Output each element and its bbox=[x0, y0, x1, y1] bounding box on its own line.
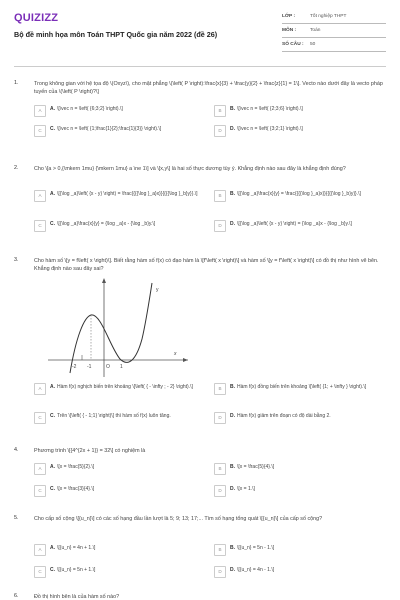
meta-value: Toán bbox=[310, 28, 321, 33]
option-label: A. bbox=[50, 384, 55, 390]
option-content bbox=[230, 413, 388, 421]
header-divider bbox=[14, 66, 386, 67]
option-text: \[\vec n = \left( {3;2;1} \right).\] bbox=[237, 126, 303, 132]
question-2 bbox=[14, 165, 386, 245]
option-text: \[\vec n = \left( {6;3;2} \right).\] bbox=[57, 106, 123, 112]
option-content bbox=[230, 464, 388, 472]
x-axis-label: x bbox=[174, 351, 177, 357]
meta-value: Tốt nghiệp THPT bbox=[310, 14, 347, 19]
question-text: Phương trình \[{4^{2x + 1}} = 32\] có nghiệm là bbox=[34, 448, 146, 454]
option-box[interactable]: A bbox=[34, 190, 46, 202]
question-number: 2. bbox=[14, 165, 19, 171]
option-content bbox=[230, 545, 388, 553]
option-text: \[{u_n} = 5n + 1.\] bbox=[57, 567, 96, 573]
option-box[interactable]: D bbox=[214, 220, 226, 232]
meta-label: LỚP : bbox=[282, 14, 296, 19]
option-label: D. bbox=[230, 126, 235, 132]
option-text: \[x = \frac{3}{4}.\] bbox=[57, 486, 95, 492]
option-content bbox=[230, 106, 388, 114]
option-box[interactable]: D bbox=[214, 485, 226, 497]
option-content bbox=[50, 486, 208, 494]
option-label: A. bbox=[50, 106, 55, 112]
option-content bbox=[50, 126, 208, 134]
option-label: A. bbox=[50, 464, 55, 470]
question-text: Cho cấp số cộng \[{u_n}\] có các số hạng đầu lần lượt là 5; 9; 13; 17;... Tìm số hạng tổng quát \[{u_n}\] của cấp số cộng? bbox=[34, 516, 323, 522]
question-number: 3. bbox=[14, 257, 19, 263]
document-title: Bộ đề minh họa môn Toán THPT Quốc gia năm 2022 (đề 26) bbox=[14, 30, 218, 39]
option-box[interactable]: C bbox=[34, 220, 46, 232]
option-content bbox=[50, 413, 208, 421]
option-label: C. bbox=[50, 413, 55, 419]
question-3 bbox=[14, 257, 386, 435]
quizizz-logo: QUIZIZZ bbox=[14, 12, 59, 24]
option-label: B. bbox=[230, 464, 235, 470]
option-box[interactable]: B bbox=[214, 105, 226, 117]
origin-label: O bbox=[106, 364, 110, 370]
option-text: \[\vec n = \left( {2;3;6} \right).\] bbox=[237, 106, 303, 112]
option-content bbox=[230, 126, 388, 134]
meta-label: SỐ CÂU : bbox=[282, 42, 304, 47]
option-label: C. bbox=[50, 221, 55, 227]
derivative-curve bbox=[70, 283, 152, 373]
option-content bbox=[230, 384, 388, 392]
option-label: B. bbox=[230, 384, 235, 390]
meta-value: 50 bbox=[310, 42, 316, 47]
option-text: \[\vec n = \left( {1;\frac{1}{2};\frac{1}{3}} \right).\] bbox=[57, 126, 162, 132]
option-label: D. bbox=[230, 567, 235, 573]
question-text: Trong không gian với hệ tọa độ \(Oxyz\), cho mặt phẳng \(\left( P \right):\frac{x}{3} + \frac{y}{2} + \frac{z}{1} = 1\]. Vecto nào dưới đây là vecto pháp tuyến của \(\left( P \right)?\] bbox=[34, 81, 383, 95]
option-box[interactable]: A bbox=[34, 383, 46, 395]
question-5 bbox=[14, 515, 386, 585]
option-content bbox=[50, 191, 208, 199]
option-text: \[{\log _a}\frac{x}{y} = {\log _a}x - {\log _b}y.\] bbox=[57, 221, 156, 227]
option-box[interactable]: B bbox=[214, 463, 226, 475]
meta-table bbox=[282, 10, 386, 52]
option-label: B. bbox=[230, 106, 235, 112]
option-content bbox=[230, 567, 388, 575]
question-text: Cho hàm số \[y = f\left( x \right)\]. Biết rằng hàm số f(x) có đạo hàm là \[f'\left( x \right)\] và hàm số \[y = f'\left( x \right)\] có đồ thị như hình vẽ bên. Khẳng định nào sau đây sai? bbox=[34, 258, 379, 272]
option-box[interactable]: B bbox=[214, 190, 226, 202]
option-text: \[x = \frac{5}{2}.\] bbox=[57, 464, 95, 470]
tick-label: -1 bbox=[87, 364, 92, 370]
tick-label: -2 bbox=[72, 364, 77, 370]
y-axis-arrow bbox=[102, 278, 106, 283]
y-axis-label: y bbox=[156, 287, 159, 293]
option-content bbox=[50, 567, 208, 575]
option-text: \[x = \frac{5}{4}.\] bbox=[237, 464, 275, 470]
option-text: \[{\log _a}\frac{x}{y} = \frac{{{{\log }_a}x}}{{{{\log }_b}y}}.\] bbox=[237, 191, 361, 197]
question-number: 6. bbox=[14, 593, 19, 599]
question-number: 5. bbox=[14, 515, 19, 521]
derivative-graph bbox=[46, 277, 196, 379]
question-text: Cho \[a > 0,{\mkern 1mu} {\mkern 1mu} a \ne 1\] và \[x,y\] là hai số thực dương tùy ý. Khẳng định nào sau đây là khẳng định đúng? bbox=[34, 166, 346, 172]
question-text: Đồ thị hình bên là của hàm số nào? bbox=[34, 594, 120, 600]
option-label: C. bbox=[50, 567, 55, 573]
option-box[interactable]: A bbox=[34, 544, 46, 556]
meta-row-count bbox=[282, 38, 386, 52]
question-1 bbox=[14, 80, 386, 150]
option-content bbox=[230, 191, 388, 199]
option-text: \[{u_n} = 4n - 1.\] bbox=[237, 567, 275, 573]
option-content bbox=[50, 384, 208, 392]
option-label: D. bbox=[230, 221, 235, 227]
option-box[interactable]: D bbox=[214, 125, 226, 137]
option-box[interactable]: C bbox=[34, 412, 46, 424]
option-text: Trên \[\left( { - 1;1} \right)\] thì hàm số f(x) luôn tăng. bbox=[57, 413, 171, 419]
x-axis-arrow bbox=[183, 358, 188, 362]
option-box[interactable]: B bbox=[214, 383, 226, 395]
option-box[interactable]: D bbox=[214, 566, 226, 578]
option-label: D. bbox=[230, 486, 235, 492]
option-label: A. bbox=[50, 191, 55, 197]
option-label: C. bbox=[50, 126, 55, 132]
option-label: D. bbox=[230, 413, 235, 419]
option-content bbox=[50, 545, 208, 553]
option-text: Hàm f(x) nghịch biến trên khoảng \[\left( { - \infty ; - 2} \right).\] bbox=[57, 384, 193, 390]
question-number: 4. bbox=[14, 447, 19, 453]
option-content bbox=[230, 221, 388, 229]
option-box[interactable]: D bbox=[214, 412, 226, 424]
option-text: \[{\log _a}\left( {x - y} \right) = \frac{{{{\log }_a}x}}{{{{\log }_b}y}}.\] bbox=[57, 191, 198, 197]
meta-row-subject bbox=[282, 24, 386, 38]
option-box[interactable]: C bbox=[34, 125, 46, 137]
option-content bbox=[50, 106, 208, 114]
question-6 bbox=[14, 593, 386, 600]
option-text: \[{\log _a}\left( {x - y} \right) = {\log _a}x - {\log _b}y.\] bbox=[237, 221, 352, 227]
option-box[interactable]: C bbox=[34, 485, 46, 497]
option-label: A. bbox=[50, 545, 55, 551]
option-box[interactable]: A bbox=[34, 105, 46, 117]
option-label: C. bbox=[50, 486, 55, 492]
option-text: \[{u_n} = 4n + 1.\] bbox=[57, 545, 96, 551]
option-box[interactable]: A bbox=[34, 463, 46, 475]
option-label: B. bbox=[230, 191, 235, 197]
question-4 bbox=[14, 447, 386, 502]
option-text: Hàm f(x) giảm trên đoạn có độ dài bằng 2. bbox=[237, 413, 331, 419]
question-number: 1. bbox=[14, 80, 19, 86]
option-text: Hàm f(x) đồng biến trên khoảng \[\left( {1; + \infty } \right).\] bbox=[237, 384, 367, 390]
option-content bbox=[230, 486, 388, 494]
option-content bbox=[50, 464, 208, 472]
meta-label: MÔN : bbox=[282, 28, 297, 33]
option-text: \[{u_n} = 5n - 1.\] bbox=[237, 545, 275, 551]
option-label: B. bbox=[230, 545, 235, 551]
option-box[interactable]: C bbox=[34, 566, 46, 578]
tick-label: 1 bbox=[120, 364, 123, 370]
option-text: \[x = 1.\] bbox=[237, 486, 255, 492]
option-box[interactable]: B bbox=[214, 544, 226, 556]
meta-row-class bbox=[282, 10, 386, 24]
option-content bbox=[50, 221, 208, 229]
